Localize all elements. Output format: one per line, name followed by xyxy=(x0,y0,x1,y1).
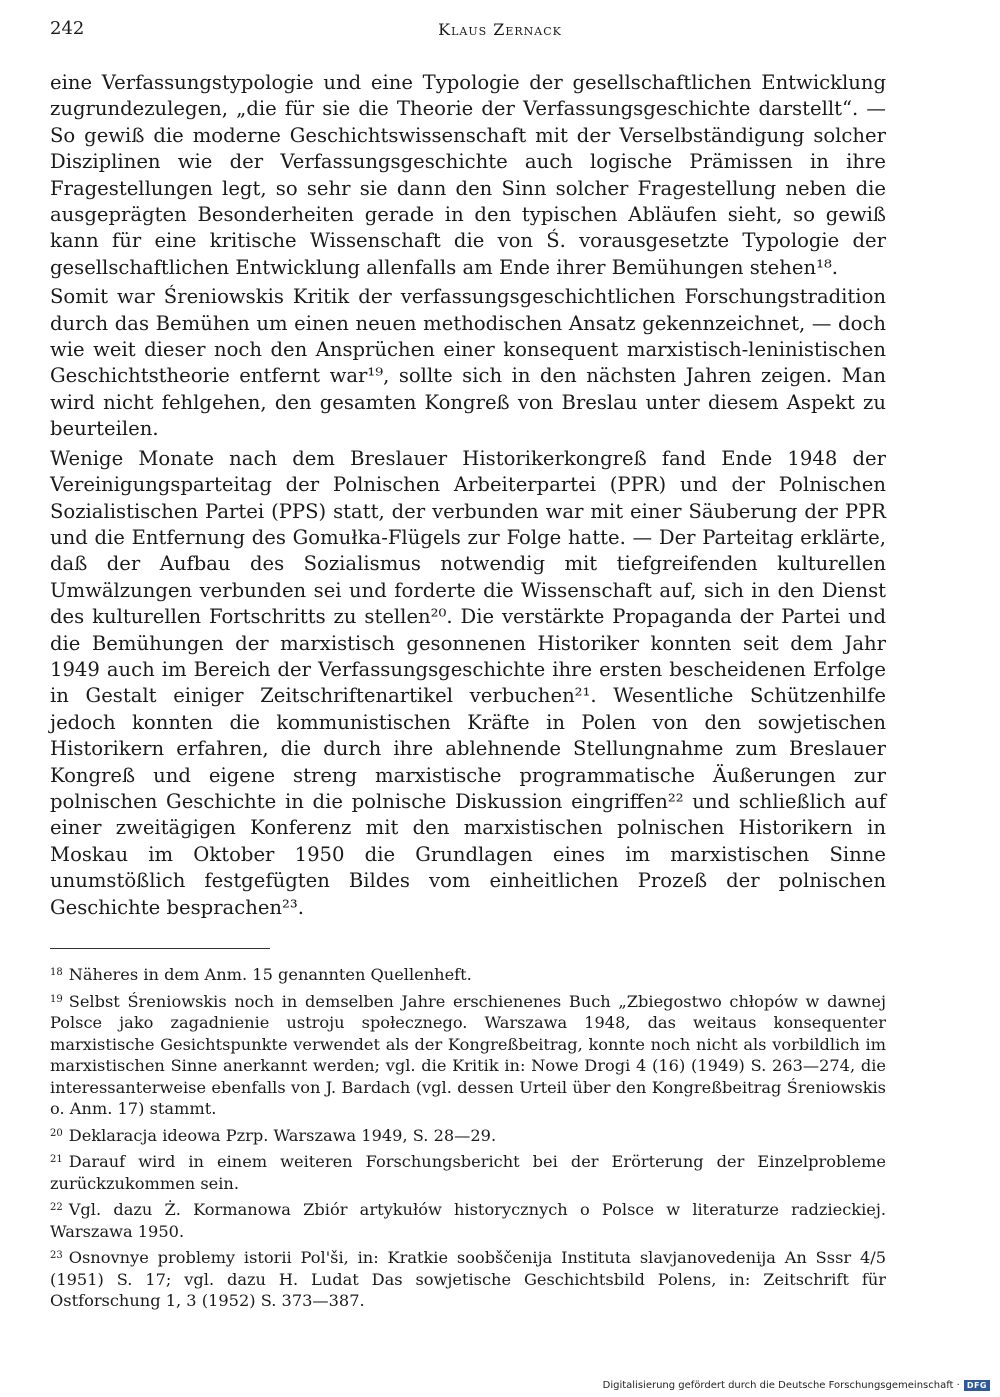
running-head: Klaus Zernack xyxy=(438,20,562,39)
footnote-text: Selbst Śreniowskis noch in demselben Jahre erschienenes Buch „Zbiegostwo chłopów w dawnej Polsce jako zagadnienie ustroju społecznego. Warszawa 1948, das weitaus konsequenter marxistische Gesichtspunkte verwendet als der Kongreßbeitrag, konnte noch nicht als vorbildlich im marxistischen Sinne anerkannt werden; vgl. die Kritik in: Nowe Drogi 4 (16) (1949) S. 263—274, die interessanterweise ebenfalls von J. Bardach (vgl. dessen Urteil über den Kongreßbeitrag Śreniowskis o. Anm. 17) stammt. xyxy=(50,991,886,1118)
credit-text: Digitalisierung gefördert durch die Deutsche Forschungsgemeinschaft · xyxy=(602,1380,960,1391)
footnote xyxy=(50,989,886,1120)
footnote-number: 21 xyxy=(50,1154,63,1165)
footnote-number: 20 xyxy=(50,1127,63,1139)
footnote xyxy=(50,1149,886,1194)
page-number: 242 xyxy=(50,18,85,39)
digitization-credit xyxy=(603,1380,990,1391)
footnote-text: Osnovnye problemy istorii Pol'ši, in: Kratkie soobščenija Instituta slavjanovedenija An Sssr 4/5 (1951) S. 17; vgl. dazu H. Ludat Das sowjetische Geschichtsbild Polens, in: Zeitschrift für Ostforschung 1, 3 (1952) S. 373—387. xyxy=(50,1248,886,1310)
footnote xyxy=(50,1123,886,1147)
paragraph: Somit war Śreniowskis Kritik der verfassungsgeschichtlichen Forschungstradition durch das Bemühen um einen neuen methodischen Ansatz gekennzeichnet, — doch wie weit dieser noch den Ansprüchen einer konsequent marxistisch-leninistischen Geschichtstheorie entfernt war¹⁹, sollte sich in den nächsten Jahren zeigen. Man wird nicht fehlgehen, den gesamten Kongreß von Breslau unter diesem Aspekt zu beurteilen. xyxy=(50,285,886,441)
footnote xyxy=(50,962,886,986)
paragraph: eine Verfassungstypologie und eine Typologie der gesellschaftlichen Entwicklung zugrundezulegen, „die für sie die Theorie der Verfassungsgeschichte darstellt“. — So gewiß die moderne Geschichtswissenschaft mit der Verselbständigung solcher Disziplinen wie der Verfassungsgeschichte auch logische Prämissen in ihre Fragestellungen legt, so sehr sie dann den Sinn solcher Fragestellung neben die ausgeprägten Besonderheiten gerade in den typischen Abläufen sieht, so gewiß kann für eine kritische Wissenschaft die von Ś. vorausgesetzte Typologie der gesellschaftlichen Entwicklung allenfalls am Ende ihrer Bemühungen stehen¹⁸. xyxy=(50,71,886,279)
footnotes xyxy=(50,962,886,1315)
footnote-number: 23 xyxy=(50,1250,63,1261)
dfg-logo-icon: DFG xyxy=(964,1380,990,1391)
footnote-text: Näheres in dem Anm. 15 genannten Quellenheft. xyxy=(68,965,472,984)
paragraph: Wenige Monate nach dem Breslauer Historikerkongreß fand Ende 1948 der Vereinigungsparteitag der Polnischen Arbeiterpartei (PPR) und der Polnischen Sozialistischen Partei (PPS) statt, der verbunden war mit einer Säuberung der PPR und die Entfernung des Gomułka-Flügels zur Folge hatte. — Der Parteitag erklärte, daß der Aufbau des Sozialismus notwendig mit tiefgreifenden kulturellen Umwälzungen verbunden sei und forderte die Wissenschaft auf, sich in den Dienst des kulturellen Fortschritts zu stellen²⁰. Die verstärkte Propaganda der Partei und die Bemühungen der marxistisch gesonnenen Historiker konnten seit dem Jahr 1949 auch im Bereich der Verfassungsgeschichte ihre ersten bescheidenen Erfolge in Gestalt einiger Zeitschriftenartikel verbuchen²¹. Wesentliche Schützenhilfe jedoch konnten die kommunistischen Kräfte in Polen von den sowjetischen Historikern erfahren, die durch ihre ablehnende Stellungnahme zum Breslauer Kongreß und eigene streng marxistische programmatische Äußerungen zur polnischen Geschichte in die polnische Diskussion eingriffen²² und schließlich auf einer zweitägigen Konferenz mit den marxistischen polnischen Historikern in Moskau im Oktober 1950 die Grundlagen eines im marxistischen Sinne unumstößlich festgefügten Bildes vom einheitlichen Prozeß der polnischen Geschichte besprachen²³. xyxy=(50,446,886,919)
footnote-text: Vgl. dazu Ż. Kormanowa Zbiór artykułów historycznych o Polsce w literaturze radzieckiej. Warszawa 1950. xyxy=(50,1200,886,1241)
footnote-number: 19 xyxy=(50,993,63,1005)
footnote xyxy=(50,1245,886,1312)
footnote-text: Deklaracja ideowa Pzrp. Warszawa 1949, S. 28—29. xyxy=(68,1125,497,1145)
footnote xyxy=(50,1197,886,1242)
footnote-number: 22 xyxy=(50,1202,63,1213)
footnote-number: 18 xyxy=(50,967,63,978)
footnote-text: Darauf wird in einem weiteren Forschungsbericht bei der Erörterung der Einzelprobleme zurückzukommen sein. xyxy=(50,1152,886,1193)
footnote-divider xyxy=(50,948,270,949)
body-text xyxy=(50,70,886,921)
